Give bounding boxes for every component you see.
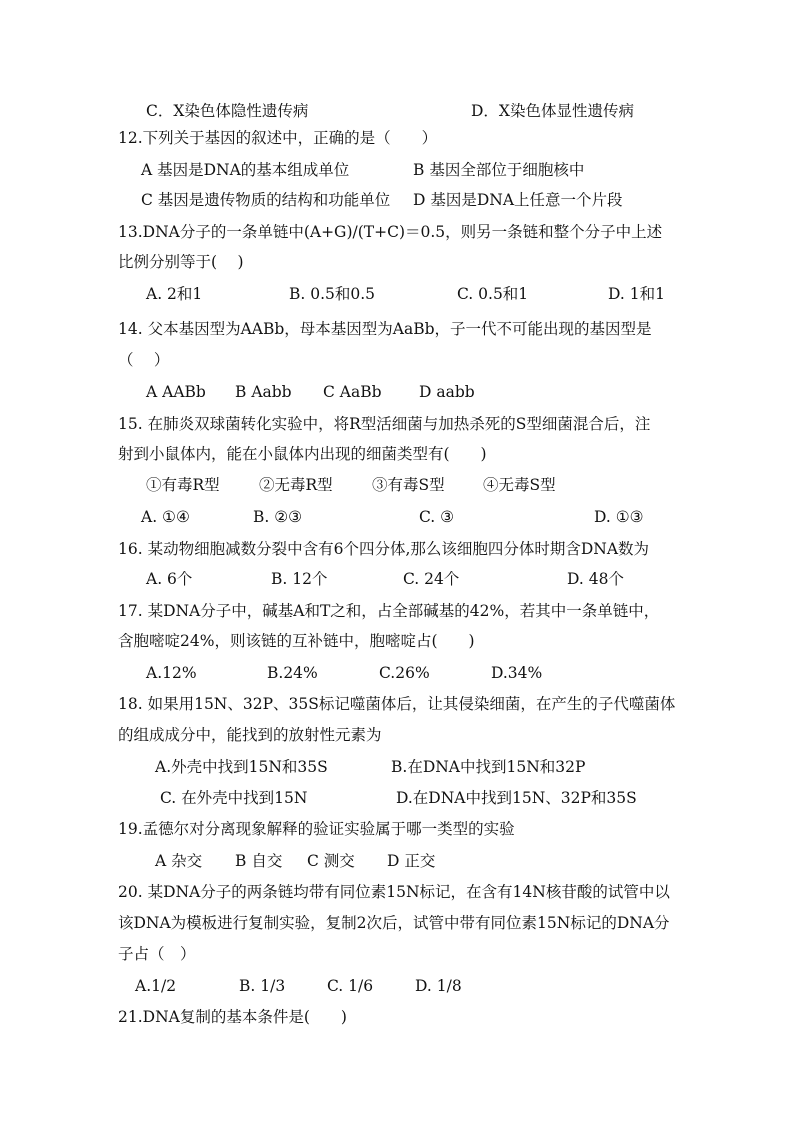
q12-option-a: A 基因是DNA的基本组成单位 [141,161,350,179]
q19-option-b: B 自交 [235,852,283,870]
q18-option-d: D.在DNA中找到15N、32P和35S [396,789,637,807]
q17-stem-line1: 17. 某DNA分子中，碱基A和T之和，占全部碱基的42%，若其中一条单链中， [118,602,660,620]
q13-option-d: D. 1和1 [608,285,665,303]
q20-option-c: C. 1/6 [327,977,374,995]
q17-option-c: C.26% [379,664,430,682]
q11-option-d: D．X染色体显性遗传病 [471,102,634,120]
q20-stem-line1: 20. 某DNA分子的两条链均带有同位素15N标记，在含有14N核苷酸的试管中以 [118,883,670,901]
q16-option-a: A. 6个 [146,570,193,588]
q17-option-a: A.12% [146,664,197,682]
q16-option-c: C. 24个 [403,570,460,588]
q18-option-a: A.外壳中找到15N和35S [155,758,328,776]
q17-option-b: B.24% [267,664,318,682]
q16-option-d: D. 48个 [567,570,624,588]
q20-option-d: D. 1/8 [415,977,462,995]
q14-stem-line1: 14. 父本基因型为AABb，母本基因型为AaBb，子一代不可能出现的基因型是 [118,320,652,338]
q14-option-c: C AaBb [323,383,382,401]
q12-option-d: D 基因是DNA上任意一个片段 [413,191,623,209]
q18-stem-line1: 18. 如果用15N、32P、35S标记噬菌体后，让其侵染细菌，在产生的子代噬菌体 [118,695,676,713]
q16-stem: 16. 某动物细胞减数分裂中含有6个四分体,那么该细胞四分体时期含DNA数为 [118,540,650,558]
q12-stem: 12.下列关于基因的叙述中，正确的是（ ） [118,129,438,147]
q14-stem-line2: （ ） [118,351,170,369]
q13-stem-line1: 13.DNA分子的一条单链中(A+G)/(T+C)＝0.5，则另一条链和整个分子中上述 [118,223,663,241]
q14-option-a: A AABb [146,383,206,401]
q20-option-a: A.1/2 [135,977,177,995]
q19-option-a: A 杂交 [155,852,203,870]
q15-item-1: ①有毒R型 [146,476,220,494]
q15-item-3: ③有毒S型 [372,476,445,494]
q20-stem-line2: 该DNA为模板进行复制实验，复制2次后，试管中带有同位素15N标记的DNA分 [118,914,670,932]
q17-stem-line2: 含胞嘧啶24%，则该链的互补链中，胞嘧啶占( ) [118,632,475,650]
q12-option-c: C 基因是遗传物质的结构和功能单位 [141,191,391,209]
q13-option-c: C. 0.5和1 [457,285,529,303]
q18-option-c: C. 在外壳中找到15N [160,789,308,807]
q15-option-b: B. ②③ [253,508,303,526]
q20-option-b: B. 1/3 [239,977,286,995]
q15-option-a: A. ①④ [141,508,190,526]
q19-option-d: D 正交 [387,852,436,870]
q15-option-d: D. ①③ [594,508,644,526]
q16-option-b: B. 12个 [271,570,328,588]
q18-stem-line2: 的组成成分中，能找到的放射性元素为 [118,726,382,744]
q11-option-c: C．X染色体隐性遗传病 [146,102,309,120]
q12-option-b: B 基因全部位于细胞核中 [413,161,585,179]
q15-item-2: ②无毒R型 [259,476,333,494]
q15-stem-line1: 15. 在肺炎双球菌转化实验中，将R型活细菌与加热杀死的S型细菌混合后，注 [118,415,651,433]
q19-stem: 19.孟德尔对分离现象解释的验证实验属于哪一类型的实验 [118,820,515,838]
q20-stem-line3: 子占（ ） [118,945,196,963]
q13-option-a: A. 2和1 [146,285,203,303]
q15-stem-line2: 射到小鼠体内，能在小鼠体内出现的细菌类型有( ) [118,445,487,463]
q15-option-c: C. ③ [419,508,455,526]
q13-option-b: B. 0.5和0.5 [289,285,376,303]
q13-stem-line2: 比例分别等于( ) [118,253,244,271]
q14-option-b: B Aabb [235,383,292,401]
q15-item-4: ④无毒S型 [483,476,556,494]
q19-option-c: C 测交 [307,852,355,870]
q17-option-d: D.34% [491,664,543,682]
q21-stem: 21.DNA复制的基本条件是( ) [118,1008,347,1026]
q14-option-d: D aabb [419,383,475,401]
q18-option-b: B.在DNA中找到15N和32P [391,758,586,776]
